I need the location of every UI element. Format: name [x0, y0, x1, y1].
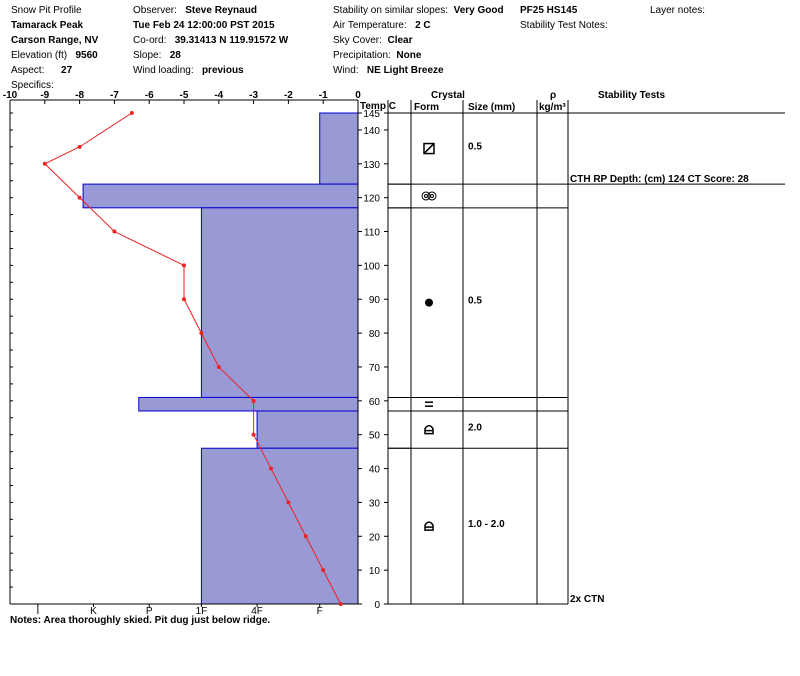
observer-value: Steve Reynaud: [185, 5, 257, 16]
crystal-table: [388, 142, 785, 605]
depth-tick-label: 60: [368, 396, 380, 408]
range-name: Carson Range, NV: [11, 35, 99, 46]
temperature-point: [252, 399, 256, 403]
temperature-point: [252, 433, 256, 437]
hardness-layers: [83, 113, 358, 604]
observer-label: Observer:: [133, 5, 177, 16]
icon-ring: [425, 194, 428, 197]
temperature-point: [182, 297, 186, 301]
crystal-size-label: 0.5: [468, 141, 482, 153]
depth-tick-label: 90: [368, 295, 380, 307]
hardness-tick-label: 4F: [251, 606, 263, 617]
elevation-value: 9560: [75, 50, 98, 61]
hardness-tick-label: P: [145, 606, 153, 617]
elevation-label: Elevation (ft): [11, 50, 68, 61]
depth-tick-label: 50: [368, 430, 380, 442]
stability-tests-header: Stability Tests: [598, 90, 666, 101]
temp-tick-label: -1: [318, 90, 328, 101]
temperature-point: [130, 111, 134, 115]
temperature-point: [43, 162, 47, 166]
temperature-point: [321, 568, 325, 572]
slope-value: 28: [169, 50, 181, 61]
temp-tick-label: -6: [144, 90, 154, 101]
depth-tick-label: 145: [363, 109, 380, 120]
layer-notes-label: Layer notes:: [650, 5, 706, 16]
icon-outline: [425, 522, 433, 530]
precip-label: Precipitation:: [333, 50, 391, 61]
temp-tick-label: -9: [40, 90, 50, 101]
air-temp-label: Air Temperature:: [333, 20, 407, 31]
icon-ring: [428, 192, 436, 200]
precip-particles-icon: [424, 144, 434, 154]
sky-label: Sky Cover:: [333, 35, 382, 46]
melt-freeze-crust-icon: [425, 402, 433, 406]
hardness-tick-label: F: [316, 606, 323, 617]
depth-tick-label: 140: [363, 125, 380, 137]
depth-tick-label: 110: [364, 227, 380, 239]
temp-tick-label: -5: [179, 90, 189, 101]
depth-tick-label: 100: [363, 261, 380, 273]
size-header: Size (mm): [468, 102, 516, 113]
column-headers: [360, 90, 665, 113]
stability-value: Very Good: [453, 5, 504, 16]
stability-label: Stability on similar slopes:: [333, 5, 449, 16]
form-header: Form: [414, 102, 439, 113]
depth-tick-label: 30: [368, 498, 380, 510]
depth-tick-label: 130: [363, 159, 380, 171]
hardness-layer-bar: [83, 184, 358, 208]
sky-value: Clear: [387, 35, 413, 46]
slope-label: Slope:: [133, 50, 162, 61]
depth-tick-label: 0: [374, 600, 380, 611]
coord-label: Co-ord:: [133, 35, 167, 46]
temperature-point: [112, 230, 116, 234]
hardness-tick-label: I: [36, 606, 40, 617]
temp-tick-label: -8: [75, 90, 85, 101]
temperature-point: [78, 196, 82, 200]
icon-ring: [431, 194, 434, 197]
temperature-point: [286, 500, 290, 504]
coord-value: 39.31413 N 119.91572 W: [174, 35, 289, 46]
temperature-point: [269, 467, 273, 471]
wind-label: Wind:: [333, 65, 359, 76]
precip-value: None: [396, 50, 422, 61]
air-temp-value: 2 C: [415, 20, 431, 31]
temp-tick-label: -2: [283, 90, 293, 101]
crystal-size-label: 0.5: [468, 295, 482, 307]
temperature-axis: [3, 90, 361, 104]
aspect-label: Aspect:: [11, 65, 45, 76]
density-units-header: kg/m³: [539, 102, 566, 113]
icon-outline: [425, 426, 433, 434]
stability-notes-label: Stability Test Notes:: [520, 20, 608, 31]
stability-test-label: CTH RP Depth: (cm) 124 CT Score: 28: [570, 174, 749, 186]
wind-loading-label: Wind loading:: [133, 65, 194, 76]
temp-tick-label: -7: [109, 90, 119, 101]
surface-hoar-icon: [422, 192, 436, 200]
hardness-layer-bar: [201, 448, 358, 604]
rounded-grains-icon: [425, 299, 433, 307]
depth-hoar-icon: [425, 522, 433, 530]
stability-test-label: 2x CTN: [570, 594, 605, 605]
temperature-point: [182, 263, 186, 267]
temperature-point: [199, 331, 203, 335]
date-value: Tue Feb 24 12:00:00 PST 2015: [133, 20, 275, 31]
location-name: Tamarack Peak: [11, 20, 84, 31]
temp-header: Temp C: [360, 101, 396, 112]
crystal-size-label: 1.0 - 2.0: [468, 519, 505, 531]
icon-diagonal: [424, 144, 434, 154]
depth-tick-label: 10: [368, 566, 380, 578]
temp-tick-label: -3: [249, 90, 259, 101]
depth-tick-label: 70: [368, 362, 380, 374]
temp-tick-label: 0: [355, 90, 361, 101]
hardness-layer-bar: [257, 411, 358, 448]
wind-value: NE Light Breeze: [366, 65, 444, 76]
hardness-tick-label: 1F: [195, 606, 208, 617]
pit-profile-title: Snow Pit Profile: [11, 5, 82, 16]
rho-header: ρ: [550, 90, 557, 101]
temperature-point: [339, 602, 343, 606]
depth-tick-label: 120: [363, 193, 380, 205]
hardness-tick-label: K: [90, 606, 97, 617]
temperature-point: [217, 365, 221, 369]
pit-notes: Notes: Area thoroughly skied. Pit dug just below ridge.: [10, 615, 271, 626]
wind-loading-value: previous: [201, 65, 244, 76]
hardness-layer-bar: [201, 208, 358, 398]
hardness-layer-bar: [139, 397, 358, 411]
depth-tick-label: 80: [368, 329, 380, 341]
crystal-size-label: 2.0: [468, 422, 482, 434]
depth-tick-label: 20: [368, 532, 380, 544]
temp-tick-label: -10: [2, 90, 18, 101]
temperature-point: [78, 145, 82, 149]
depth-hoar-icon: [425, 426, 433, 434]
hardness-layer-bar: [320, 113, 358, 184]
aspect-value: 27: [61, 65, 73, 76]
pf-hs-value: PF25 HS145: [520, 5, 578, 16]
crystal-header: Crystal: [431, 90, 465, 101]
depth-tick-label: 40: [368, 464, 380, 476]
temperature-point: [304, 534, 308, 538]
temp-tick-label: -4: [214, 90, 224, 101]
specifics-label: Specifics:: [11, 80, 54, 91]
